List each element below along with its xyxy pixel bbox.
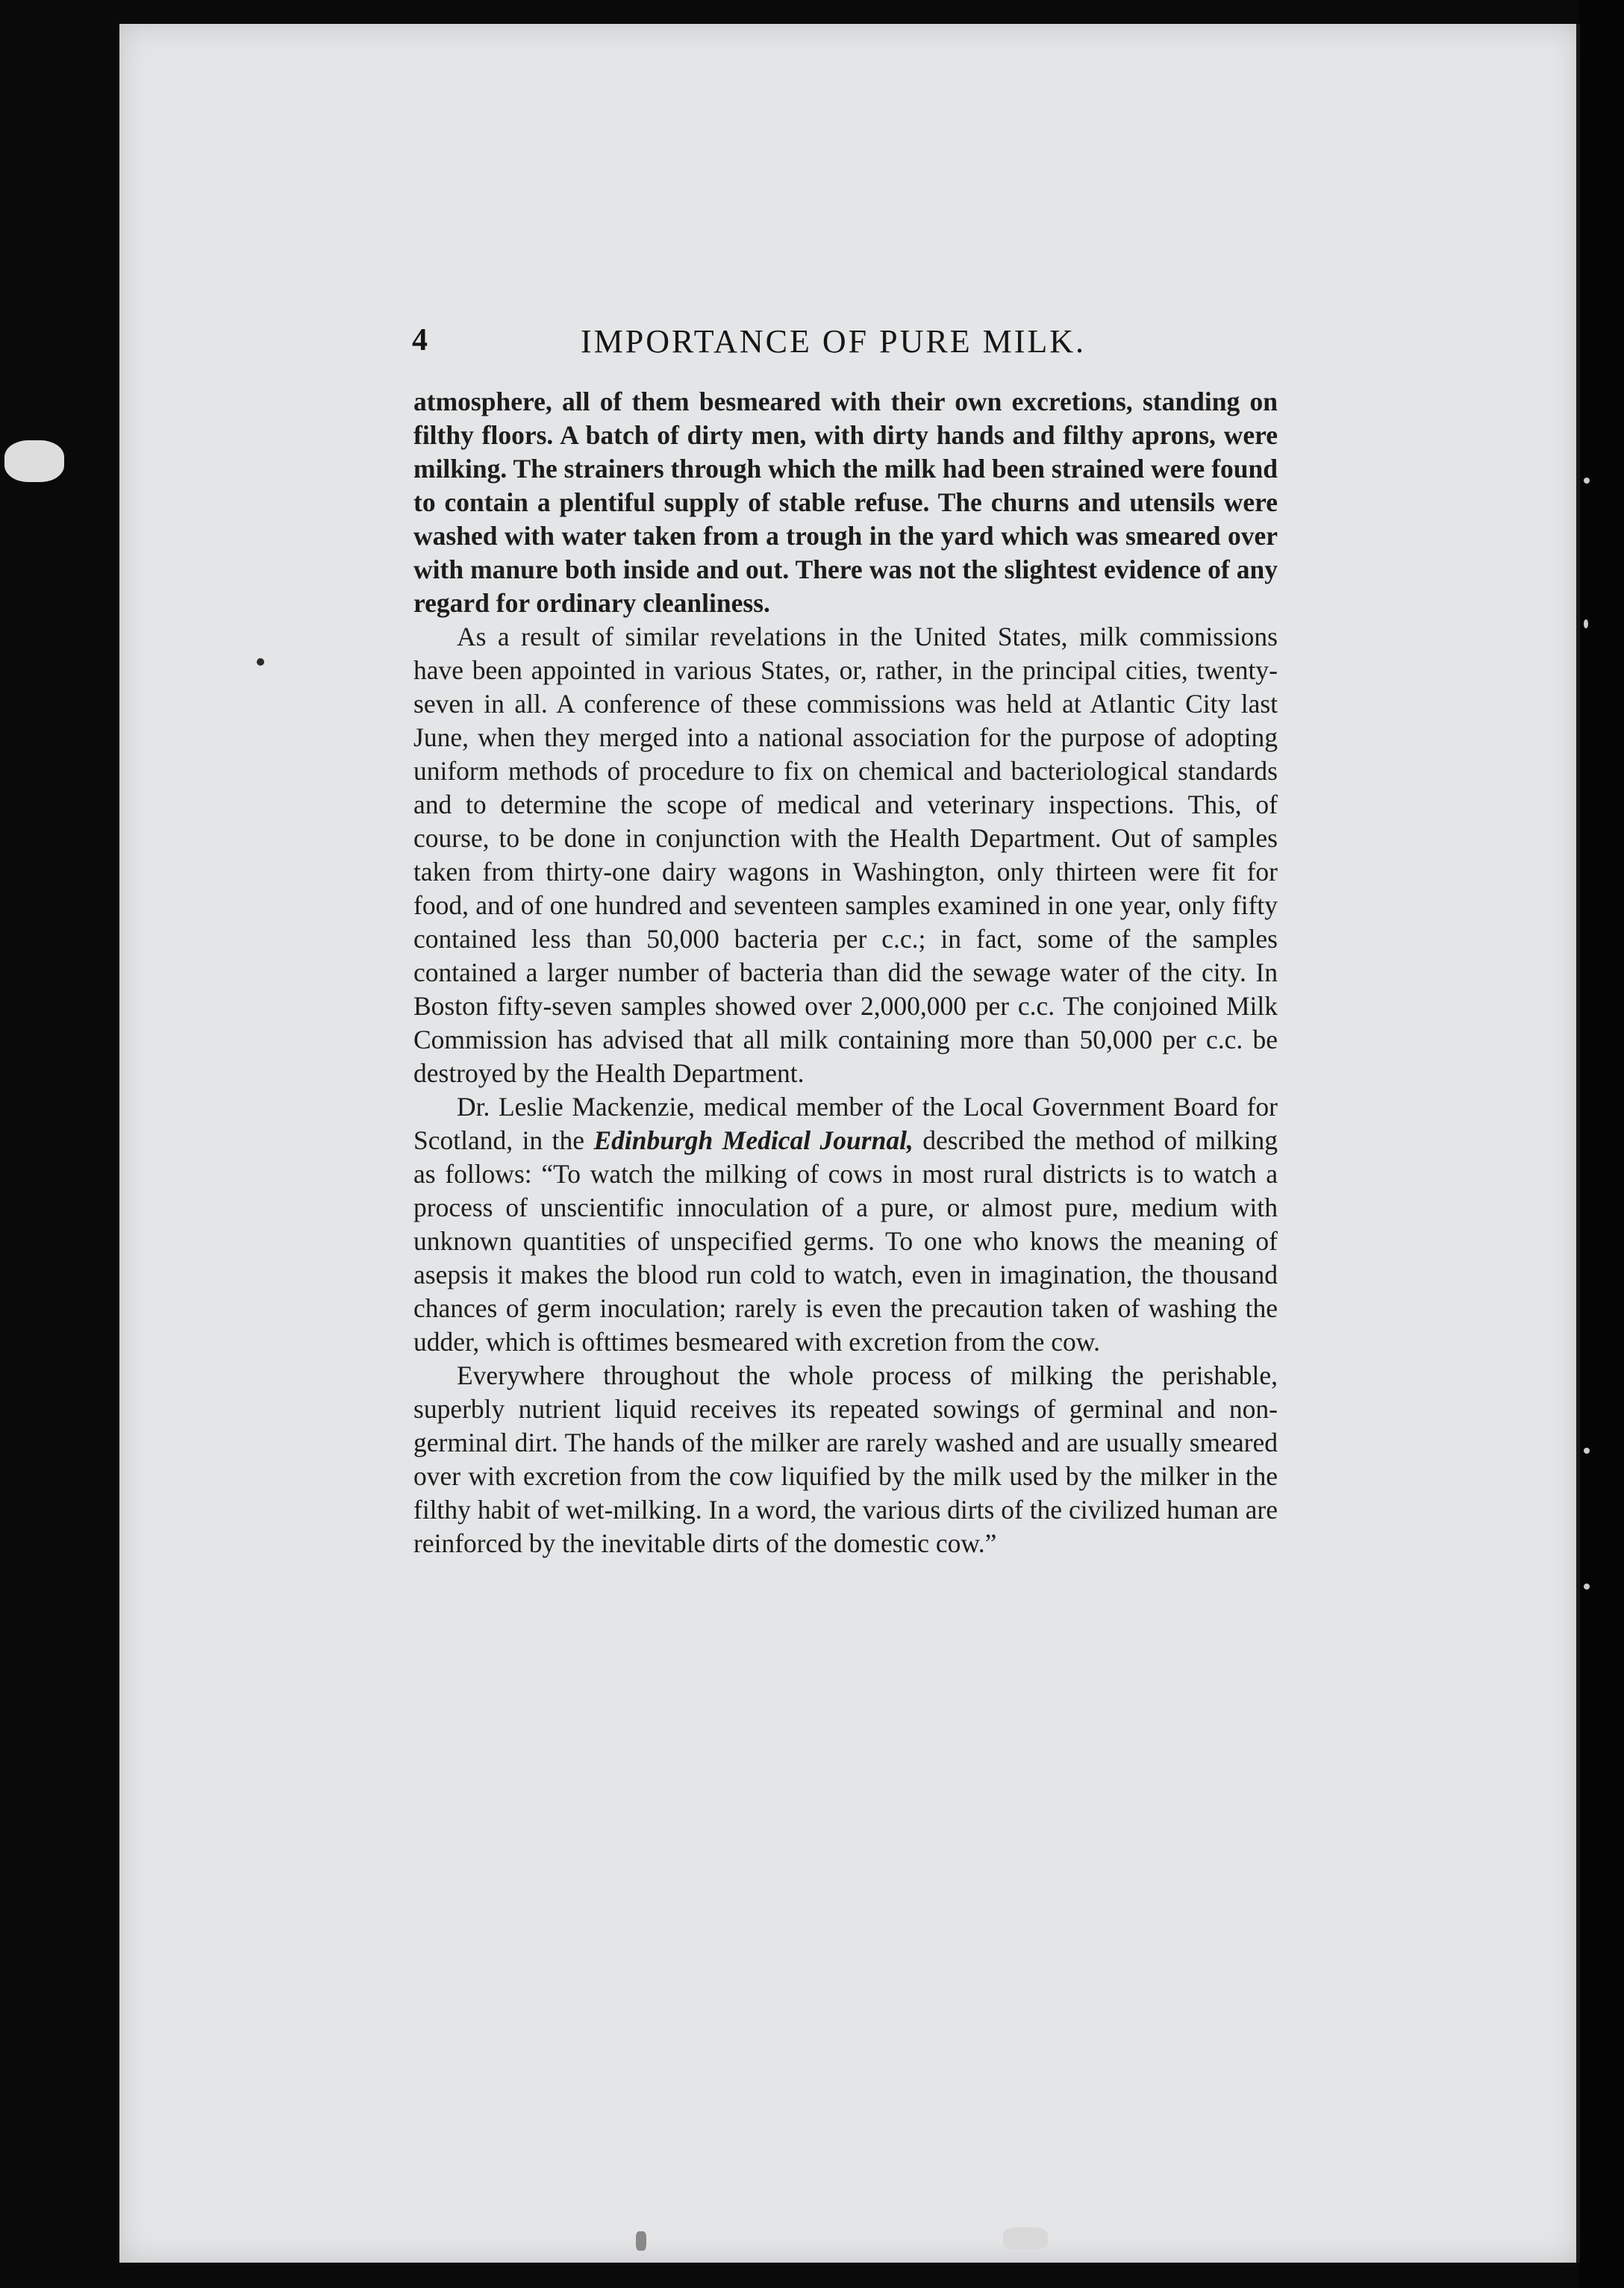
scan-speck [1584, 619, 1588, 628]
page-gutter-line [1576, 24, 1580, 2263]
scan-speck [1584, 1448, 1590, 1454]
paragraph-3-lead: Dr. Leslie Mackenzie, medical member of the Local Government Board for Scotland, in the [413, 1092, 1278, 1155]
scan-speck [1003, 2228, 1048, 2250]
paragraph-3 [413, 1090, 1278, 1359]
scan-speck [636, 2231, 646, 2251]
running-header [412, 322, 1276, 367]
paragraph-4: Everywhere throughout the whole process of milking the perishable, superbly nutrient liquid receives its repeated sowings of germinal and non-germinal dirt. The hands of the milker are rarely washed and are usually smeared over with excretion from the cow liquified by the milk used by the milker in the filthy habit of wet-milking. In a word, the various dirts of the civilized human are reinforced by the inevitable dirts of the domestic cow.” [413, 1360, 1278, 1558]
running-title: IMPORTANCE OF PURE MILK. [581, 323, 1086, 360]
paragraph-3-rest: described the method of milking as follows: “To watch the milking of cows in most rural districts is to watch a process of unscientific innoculation of a pure, or almost pure, medium with unknown quantities of unspecified germs. To one who knows the meaning of asepsis it makes the blood run cold to watch, even in imagination, the thousand chances of germ inoculation; rarely is even the precaution taken of washing the udder, which is ofttimes besmeared with excretion from the cow. [413, 1125, 1278, 1357]
scan-speck [1584, 1584, 1590, 1590]
scan-speck [1584, 478, 1590, 484]
page-number: 4 [412, 323, 428, 357]
body-text [413, 385, 1278, 1560]
scan-artifact [4, 440, 64, 482]
page-edge-shadow [1579, 0, 1624, 2288]
journal-title: Edinburgh Medical Journal, [593, 1125, 914, 1155]
scan-speck [257, 658, 264, 666]
paragraph-1: atmosphere, all of them besmeared with their own excretions, standing on filthy floors. A batch of dirty men, with dirty hands and filthy aprons, were milking. The strainers through which the milk had been strained were found to contain a plentiful supply of stable refuse. The churns and utensils were washed with water taken from a trough in the yard which was smeared over with manure both inside and out. There was not the slightest evidence of any regard for ordinary cleanliness. [413, 387, 1278, 618]
paragraph-2: As a result of similar revelations in the United States, milk commissions have been appointed in various States, or, rather, in the principal cities, twenty-seven in all. A conference of these commissions was held at Atlantic City last June, when they merged into a national association for the purpose of adopting uniform methods of procedure to fix on chemical and bacteriological standards and to determine the scope of medical and veterinary inspections. This, of course, to be done in conjunction with the Health Department. Out of samples taken from thirty-one dairy wagons in Washington, only thirteen were fit for food, and of one hundred and seventeen samples examined in one year, only fifty contained less than 50,000 bacteria per c.c.; in fact, some of the samples contained a larger number of bacteria than did the sewage water of the city. In Boston fifty-seven samples showed over 2,000,000 per c.c. The conjoined Milk Commission has advised that all milk containing more than 50,000 per c.c. be destroyed by the Health Department. [413, 622, 1278, 1088]
